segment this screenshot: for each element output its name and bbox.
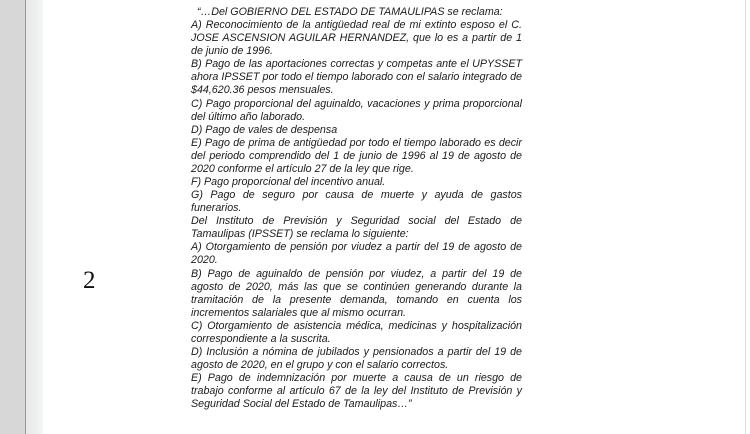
paragraph-ipsset-d: D) Inclusión a nómina de jubilados y pensionados a partir del 19 de agosto de 2020, en el grupo y con el salario correctos. — [191, 346, 522, 372]
document-page — [43, 0, 745, 434]
scroll-rail-outer[interactable] — [0, 0, 25, 434]
paragraph-gob-e: E) Pago de prima de antigüedad por todo el tiempo laborado es decir del periodo comprendido del 1 de junio de 1996 al 19 de agosto de 2020 conforme el artículo 27 de la ley que rige. — [191, 136, 522, 175]
paragraph-gob-b: B) Pago de las aportaciones correctas y competas ante el UPYSSET ahora IPSSET por todo el tiempo laborado con el salario integrado de $44,620.36 pesos mensuales. — [191, 58, 522, 97]
scroll-rail-inner[interactable] — [26, 0, 43, 434]
document-body-text — [191, 6, 522, 411]
paragraph-gob-c: C) Pago proporcional del aguinaldo, vacaciones y prima proporcional del último año laborado. — [191, 97, 522, 123]
paragraph-gob-a: A) Reconocimiento de la antigüedad real de mi extinto esposo el C. JOSE ASCENSION AGUILAR HERNANDEZ, que lo es a partir de 1 de junio de 1996. — [191, 19, 522, 58]
paragraph-ipsset-e: E) Pago de indemnización por muerte a causa de un riesgo de trabajo conforme al artículo 67 de la ley del Instituto de Previsión y Seguridad Social del Estado de Tamaulipas…” — [191, 372, 522, 411]
paragraph-intro: “…Del GOBIERNO DEL ESTADO DE TAMAULIPAS se reclama: — [197, 6, 503, 18]
paragraph-gob-g: G) Pago de seguro por causa de muerte y ayuda de gastos funerarios. — [191, 189, 522, 215]
paragraph-gob-f: F) Pago proporcional del incentivo anual. — [191, 176, 386, 189]
page-number: 2 — [83, 267, 96, 294]
paragraph-ipsset-b: B) Pago de aguinaldo de pensión por viudez, a partir del 19 de agosto de 2020, más las que se continúen generando durante la tramitación de la presente demanda, tomando en cuenta los incrementos salariales que al mismo ocurran. — [191, 267, 522, 319]
paragraph-gob-d: D) Pago de vales de despensa — [191, 123, 338, 136]
paragraph-ipsset-a: A) Otorgamiento de pensión por viudez a partir del 19 de agosto de 2020. — [191, 241, 522, 267]
paragraph-ipsset-intro: Del Instituto de Previsión y Seguridad social del Estado de Tamaulipas (IPSSET) se reclama lo siguiente: — [191, 215, 522, 241]
paragraph-ipsset-c: C) Otorgamiento de asistencia médica, medicinas y hospitalización correspondiente a la suscrita. — [191, 319, 522, 345]
page-right-edge — [745, 0, 746, 434]
